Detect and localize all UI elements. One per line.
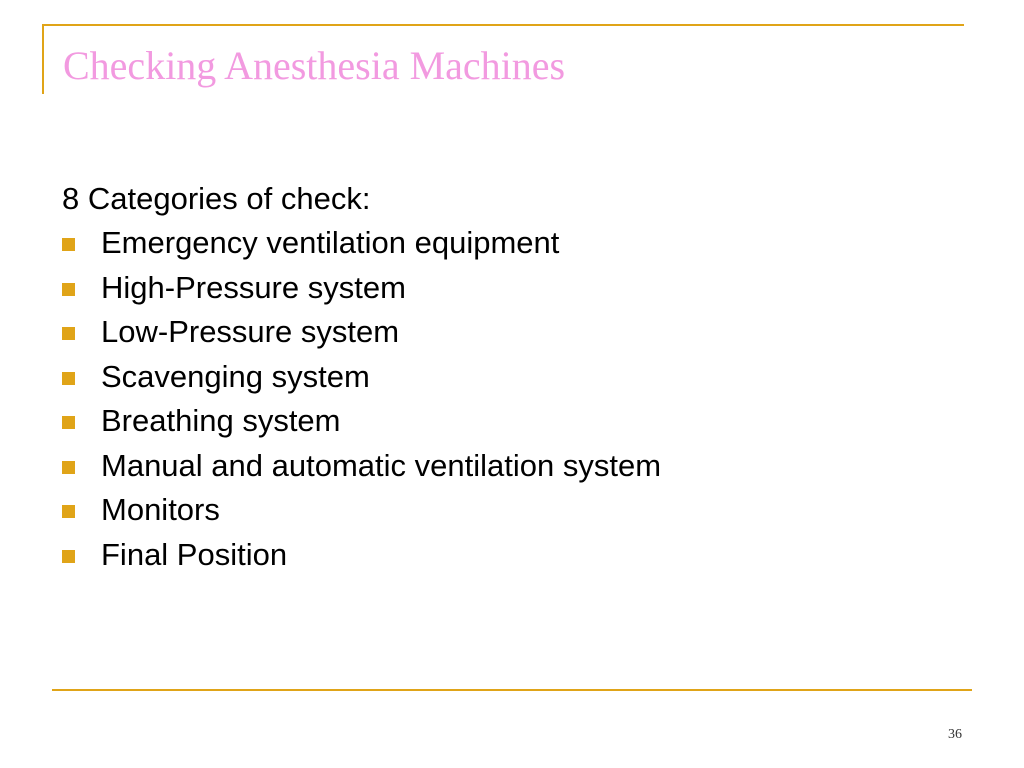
slide-content <box>62 177 662 577</box>
bullet-item-ventilation-system <box>62 444 662 489</box>
title-frame-top-line <box>42 24 964 26</box>
bullet-label: Final Position <box>101 536 288 572</box>
square-bullet-icon <box>62 416 75 429</box>
bullet-label: Monitors <box>101 492 220 527</box>
bullet-item-monitors <box>62 488 370 533</box>
footer-divider <box>52 689 972 691</box>
square-bullet-icon <box>62 505 75 518</box>
bullet-item-low-pressure <box>62 310 400 355</box>
bullet-label: Breathing system <box>101 403 341 438</box>
bullet-item-final-position <box>62 533 370 578</box>
square-bullet-icon <box>62 372 75 385</box>
slide-title: Checking Anesthesia Machines <box>63 43 566 88</box>
bullet-label: Scavenging system <box>101 358 370 394</box>
square-bullet-icon <box>62 461 75 474</box>
title-frame-left-line <box>42 24 44 94</box>
bullet-item-scavenging <box>62 355 370 400</box>
bullet-list <box>62 221 662 577</box>
square-bullet-icon <box>62 327 75 340</box>
square-bullet-icon <box>62 550 75 563</box>
bullet-item-high-pressure <box>62 266 406 311</box>
bullet-label: Emergency ventilation equipment <box>101 225 560 260</box>
bullet-item-emergency-ventilation <box>62 221 560 266</box>
page-number: 36 <box>948 727 962 742</box>
bullet-label: High-Pressure system <box>101 269 406 305</box>
square-bullet-icon <box>62 283 75 296</box>
bullet-label: Manual and automatic ventilation system <box>101 447 662 483</box>
bullet-item-breathing <box>62 399 370 444</box>
bullet-label: Low-Pressure system <box>101 314 400 349</box>
square-bullet-icon <box>62 238 75 251</box>
intro-text: 8 Categories of check: <box>62 181 371 216</box>
